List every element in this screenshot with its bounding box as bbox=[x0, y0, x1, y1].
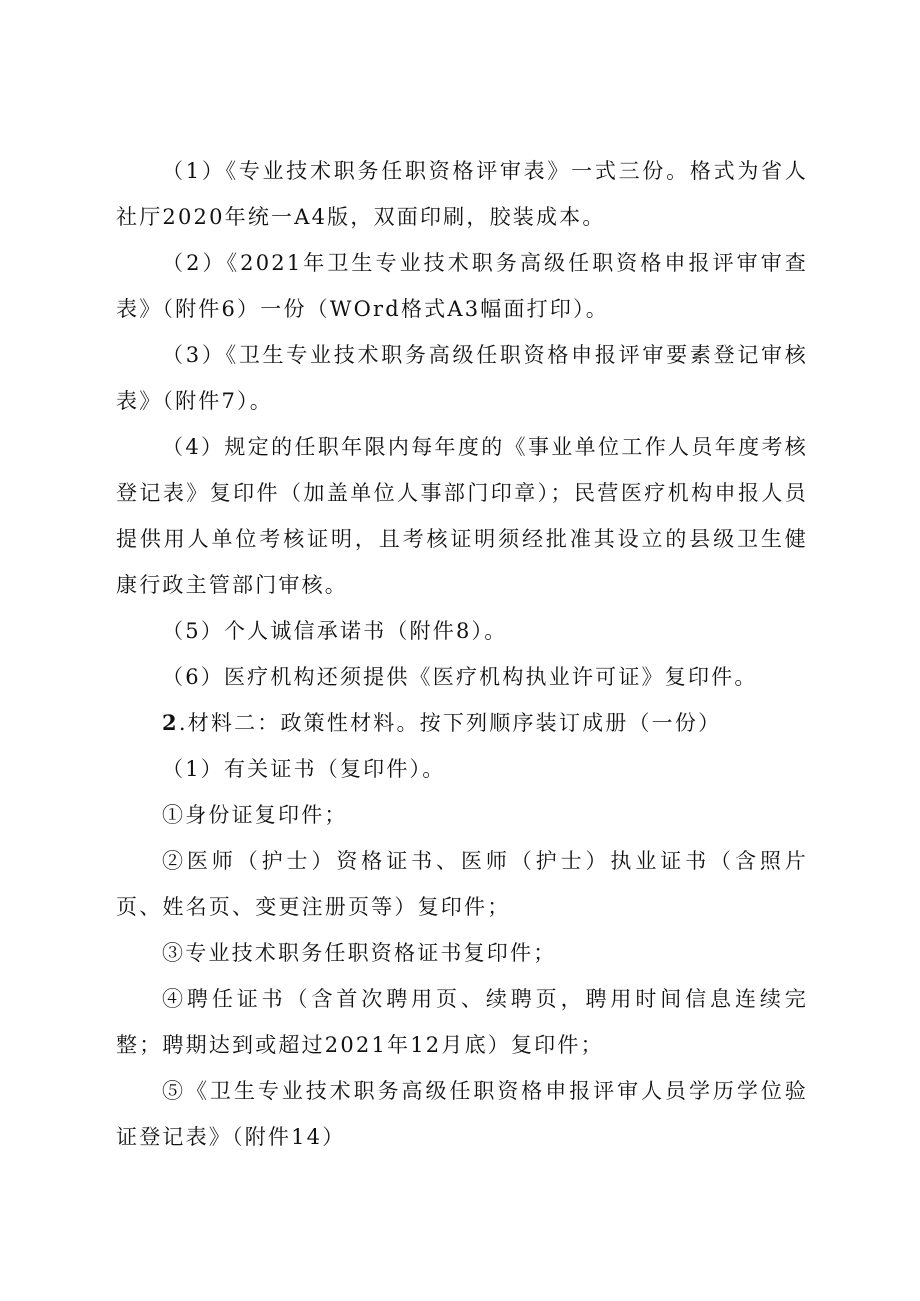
paragraph-item-5: （5）个人诚信承诺书（附件8）。 bbox=[162, 619, 508, 643]
paragraph-item-6: （6）医疗机构还须提供《医疗机构执业许可证》复印件。 bbox=[162, 665, 758, 689]
paragraph-item-2: （2）《2021年卫生专业技术职务高级任职资格申报评审审查表》（附件6）一份（WOrd格式A3幅面打印）。 bbox=[116, 251, 808, 321]
section-number: 2 bbox=[162, 710, 179, 735]
document-body bbox=[116, 148, 808, 1160]
section-heading-text: .材料二：政策性材料。按下列顺序装订成册（一份） bbox=[178, 711, 722, 735]
paragraph-certificates: （1）有关证书（复印件）。 bbox=[162, 757, 446, 781]
list-item-degree-verification: ⑤《卫生专业技术职务高级任职资格申报评审人员学历学位验证登记表》（附件14） bbox=[116, 1079, 808, 1149]
paragraph-item-4: （4）规定的任职年限内每年度的《事业单位工作人员年度考核登记表》复印件（加盖单位人事部门印章）；民营医疗机构申报人员提供用人单位考核证明，且考核证明须经批准其设立的县级卫生健康行政主管部门审核。 bbox=[116, 435, 808, 597]
section-heading-2 bbox=[116, 700, 808, 746]
list-item-title-cert: ③专业技术职务任职资格证书复印件； bbox=[162, 941, 557, 965]
paragraph-item-3: （3）《卫生专业技术职务高级任职资格申报评审要素登记审核表》（附件7）。 bbox=[116, 343, 808, 413]
list-item-id-card: ①身份证复印件； bbox=[162, 803, 348, 827]
list-item-practice-cert: ②医师（护士）资格证书、医师（护士）执业证书（含照片页、姓名页、变更注册页等）复印件； bbox=[116, 849, 808, 919]
paragraph-item-1: （1）《专业技术职务任职资格评审表》一式三份。格式为省人社厅2020年统一A4版，双面印刷，胶装成本。 bbox=[116, 159, 808, 229]
list-item-appointment-cert: ④聘任证书（含首次聘用页、续聘页，聘用时间信息连续完整；聘期达到或超过2021年12月底）复印件； bbox=[116, 987, 808, 1057]
